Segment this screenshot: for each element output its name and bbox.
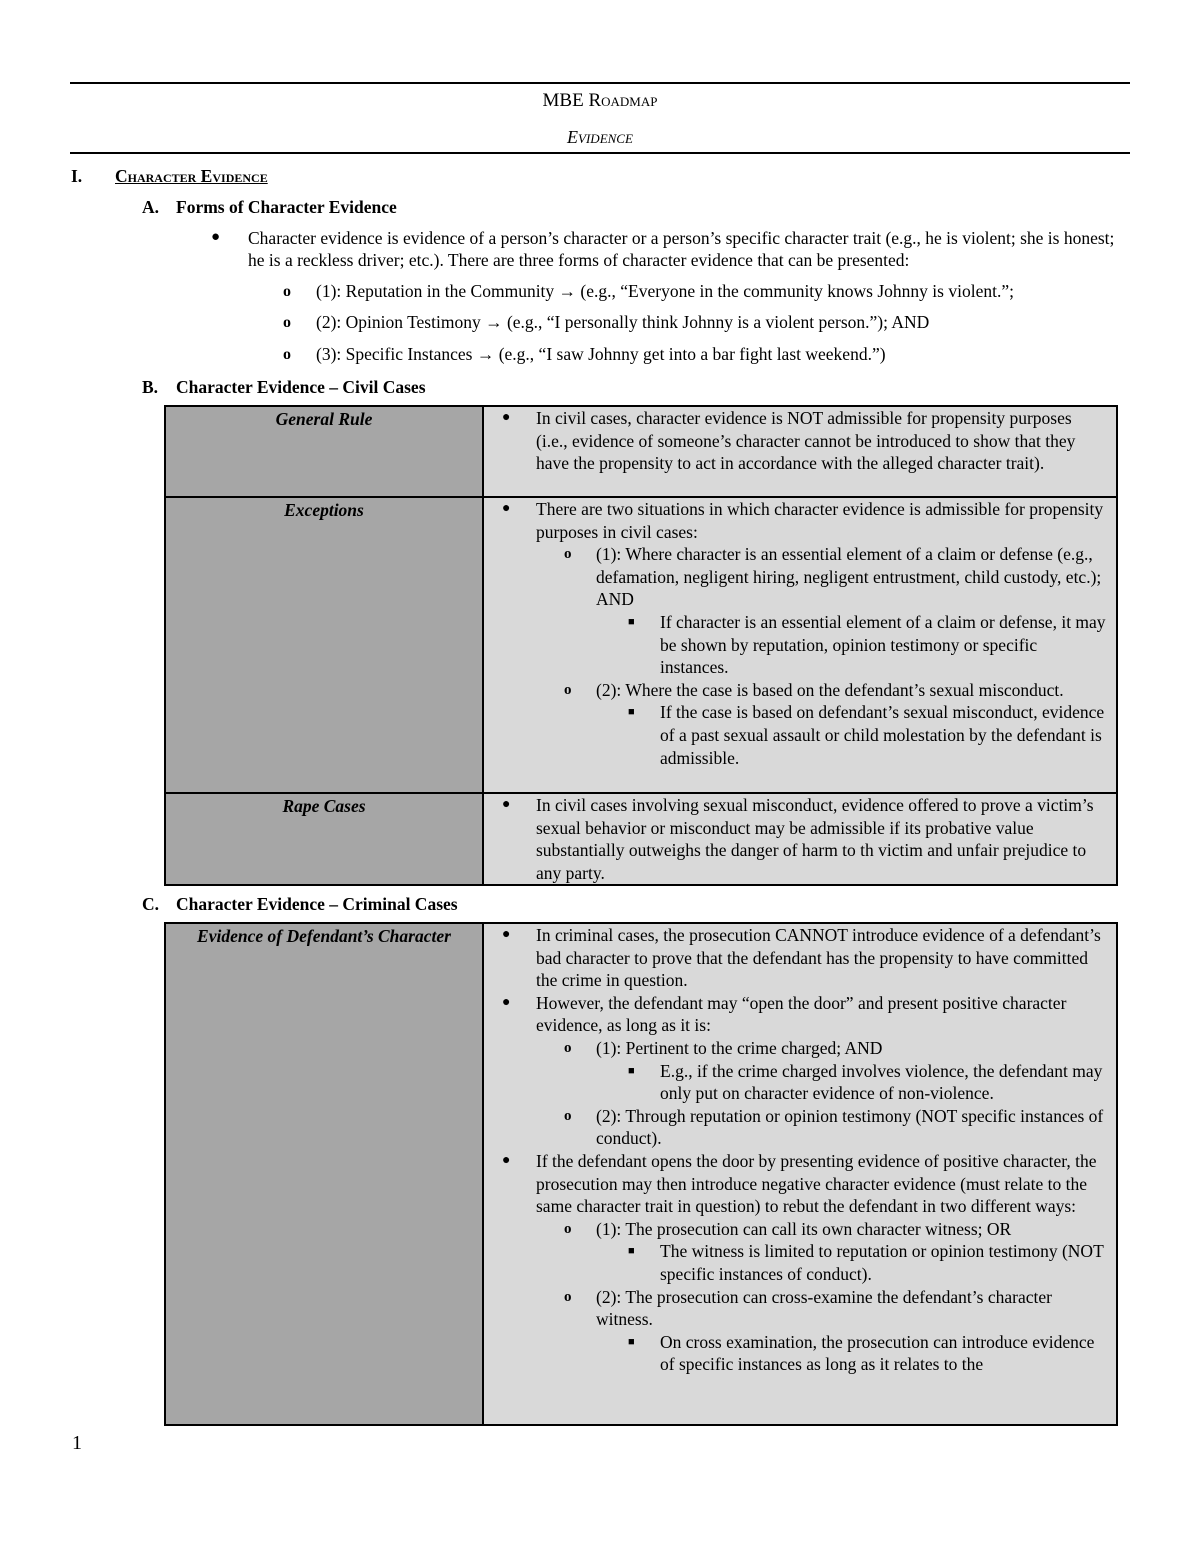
prosecution-rule: In criminal cases, the prosecution CANNOT introduce evidence of a defendant’s bad character to prove that the defendant has the propensity to have committed the crime in question.: [536, 925, 1101, 991]
section-heading: Character Evidence: [115, 166, 268, 186]
form-item-specific-instances: (3): Specific Instances → (e.g., “I saw Johnny get into a bar fight last weekend.”): [316, 344, 886, 364]
row-content: [483, 406, 1117, 497]
forms-description: Character evidence is evidence of a person’s character or a person’s specific character trait (e.g., he is violent; she is honest; he is a reckless driver; etc.). There are three forms of character evidence that can be presented:: [248, 228, 1115, 270]
page-title: MBE Roadmap: [542, 90, 658, 111]
exception-1: (1): Where character is an essential element of a claim or defense (e.g., defamation, negligent hiring, negligent entrustment, child custody, etc.); AND: [596, 544, 1102, 610]
circle-bullet-icon: o: [283, 283, 291, 300]
subsection-a-label: A.: [142, 197, 160, 217]
subsection-c-title: Character Evidence – Criminal Cases: [176, 894, 458, 914]
row-content: [483, 923, 1117, 1425]
square-bullet-icon: ■: [628, 1064, 635, 1077]
bullet-icon: ●: [502, 501, 511, 516]
circle-bullet-icon: o: [283, 314, 291, 331]
open-the-door: However, the defendant may “open the door” and present positive character evidence, as long as it is:: [536, 992, 1067, 1036]
row-label: Evidence of Defendant’s Character: [165, 923, 483, 1425]
exceptions-intro: There are two situations in which character evidence is admissible for propensity purposes in civil cases:: [536, 499, 1104, 542]
form-item-reputation: (1): Reputation in the Community → (e.g., “Everyone in the community knows Johnny is violent.”;: [316, 281, 1014, 301]
bullet-icon: ●: [502, 1152, 511, 1168]
circle-bullet-icon: o: [564, 1220, 572, 1237]
row-label: Exceptions: [165, 497, 483, 793]
circle-bullet-icon: o: [564, 1288, 572, 1305]
top-rule: [70, 82, 1130, 84]
table-row: [165, 497, 1117, 793]
row-label: General Rule: [165, 406, 483, 497]
circle-bullet-icon: o: [564, 546, 572, 563]
row-content: [483, 793, 1117, 885]
table-row: [165, 793, 1117, 885]
rebuttal-1: (1): The prosecution can call its own character witness; OR: [596, 1218, 1012, 1239]
square-bullet-icon: ■: [628, 1335, 635, 1348]
circle-bullet-icon: o: [564, 1107, 572, 1124]
table-row: [165, 923, 1117, 1425]
circle-bullet-icon: o: [283, 346, 291, 363]
square-bullet-icon: ■: [628, 706, 635, 719]
row-label: Rape Cases: [165, 793, 483, 885]
square-bullet-icon: ■: [628, 1245, 635, 1258]
page-number: 1: [72, 1432, 82, 1454]
bullet-icon: ●: [502, 410, 511, 425]
condition-1-example: E.g., if the crime charged involves violence, the defendant may only put on character evidence of non-violence.: [660, 1060, 1103, 1104]
header-bottom-rule: [70, 152, 1130, 154]
subsection-b-title: Character Evidence – Civil Cases: [176, 377, 426, 397]
condition-1: (1): Pertinent to the crime charged; AND: [596, 1037, 883, 1058]
condition-2: (2): Through reputation or opinion testimony (NOT specific instances of conduct).: [596, 1105, 1104, 1149]
bullet-icon: ●: [502, 927, 511, 942]
rebuttal-intro: If the defendant opens the door by presenting evidence of positive character, the prosecution may then introduce negative character evidence (must relate to the same character trait in question) to rebut the defendant in two different ways:: [536, 1150, 1097, 1217]
square-bullet-icon: ■: [628, 615, 635, 628]
bullet-icon: ●: [502, 994, 511, 1010]
form-item-opinion: (2): Opinion Testimony → (e.g., “I personally think Johnny is a violent person.”); AND: [316, 312, 930, 332]
subsection-c-label: C.: [142, 894, 160, 914]
criminal-cases-table: [164, 922, 1118, 1426]
row-content: [483, 497, 1117, 793]
bullet-icon: ●: [502, 797, 511, 812]
page-subtitle: Evidence: [567, 127, 633, 147]
rebuttal-2: (2): The prosecution can cross-examine the defendant’s character witness.: [596, 1286, 1052, 1330]
circle-bullet-icon: o: [564, 681, 572, 698]
subsection-a-title: Forms of Character Evidence: [176, 197, 397, 217]
subsection-b-label: B.: [142, 377, 159, 397]
rape-cases-text: In civil cases involving sexual misconduct, evidence offered to prove a victim’s sexual behavior or misconduct may be admissible if its probative value substantially outweighs the danger of harm to th victim and unfair prejudice to any party.: [536, 795, 1094, 883]
general-rule-text: In civil cases, character evidence is NOT admissible for propensity purposes (i.e., evidence of someone’s character cannot be introduced to show that they have the propensity to act in accordance with the alleged character trait).: [536, 408, 1076, 474]
civil-cases-table: [164, 405, 1118, 886]
exception-2: (2): Where the case is based on the defendant’s sexual misconduct.: [596, 679, 1064, 700]
exception-1-detail: If character is an essential element of a claim or defense, it may be shown by reputation, opinion testimony or specific instances.: [660, 611, 1106, 678]
exception-2-detail: If the case is based on defendant’s sexual misconduct, evidence of a past sexual assault or child molestation by the defendant is admissible.: [660, 702, 1105, 768]
rebuttal-2-detail: On cross examination, the prosecution can introduce evidence of specific instances as long as it relates to the: [660, 1331, 1095, 1375]
section-number: I.: [71, 166, 83, 186]
circle-bullet-icon: o: [564, 1039, 572, 1056]
rebuttal-1-detail: The witness is limited to reputation or opinion testimony (NOT specific instances of conduct).: [660, 1241, 1104, 1284]
table-row: [165, 406, 1117, 497]
bullet-icon: ●: [211, 229, 221, 245]
